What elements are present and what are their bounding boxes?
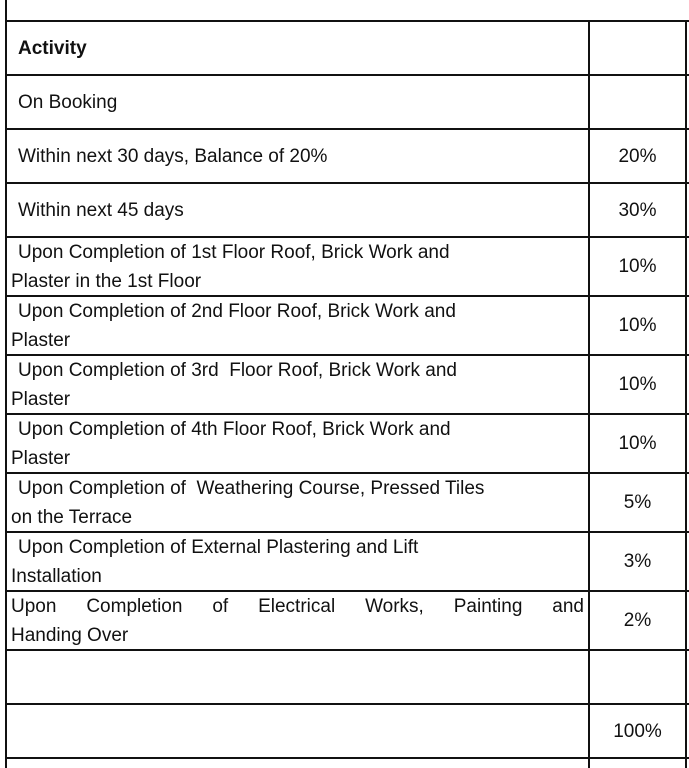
- header-activity: Activity: [18, 37, 87, 59]
- activity-cell: [7, 474, 588, 531]
- percent-cell: [590, 651, 685, 703]
- percent-cell: 2%: [623, 610, 652, 631]
- activity-line-2: on the Terrace: [11, 506, 133, 528]
- activity-line-2: Plaster: [11, 388, 71, 410]
- activity-cell: [7, 297, 588, 354]
- percent-cell: 5%: [623, 492, 652, 513]
- percent-cell: [590, 76, 685, 128]
- percent-cell: 10%: [618, 315, 657, 336]
- activity-cell: Within next 45 days: [18, 199, 184, 221]
- activity-line-1: Upon Completion of 1st Floor Roof, Brick Work and: [18, 241, 450, 263]
- total-label-cell: [7, 705, 588, 757]
- activity-line-2: Installation: [11, 565, 102, 587]
- activity-cell: [7, 238, 588, 295]
- percent-cell: 10%: [618, 433, 657, 454]
- percent-cell: 3%: [623, 551, 652, 572]
- activity-line-2: Plaster: [11, 329, 71, 351]
- activity-cell: Within next 30 days, Balance of 20%: [18, 145, 328, 167]
- activity-cell: [7, 651, 588, 703]
- activity-cell: [7, 533, 588, 590]
- activity-cell: On Booking: [18, 91, 118, 113]
- activity-line-1: Upon Completion of Electrical Works, Painting and: [11, 595, 584, 617]
- activity-cell: [7, 356, 588, 413]
- activity-line-2: Plaster: [11, 447, 71, 469]
- percent-cell: 30%: [618, 199, 657, 221]
- activity-line-2: Handing Over: [11, 624, 129, 646]
- activity-line-1: Upon Completion of External Plastering and Lift: [18, 536, 419, 558]
- activity-cell: [7, 415, 588, 472]
- activity-line-2: Plaster in the 1st Floor: [11, 270, 202, 292]
- activity-line-1: Upon Completion of 3rd Floor Roof, Brick Work and: [18, 359, 457, 381]
- table-right-border: [685, 21, 687, 768]
- activity-line-1: Upon Completion of Weathering Course, Pressed Tiles: [18, 477, 485, 499]
- percent-cell: 10%: [618, 256, 657, 277]
- percent-cell: 10%: [618, 374, 657, 395]
- total-percent-cell: 100%: [613, 720, 662, 742]
- activity-line-1: Upon Completion of 4th Floor Roof, Brick Work and: [18, 418, 451, 440]
- activity-line-1: Upon Completion of 2nd Floor Roof, Brick Work and: [18, 300, 456, 322]
- percent-cell: 20%: [618, 145, 657, 167]
- header-percent: [590, 22, 685, 74]
- activity-cell: [7, 592, 588, 649]
- row-divider: [5, 757, 689, 759]
